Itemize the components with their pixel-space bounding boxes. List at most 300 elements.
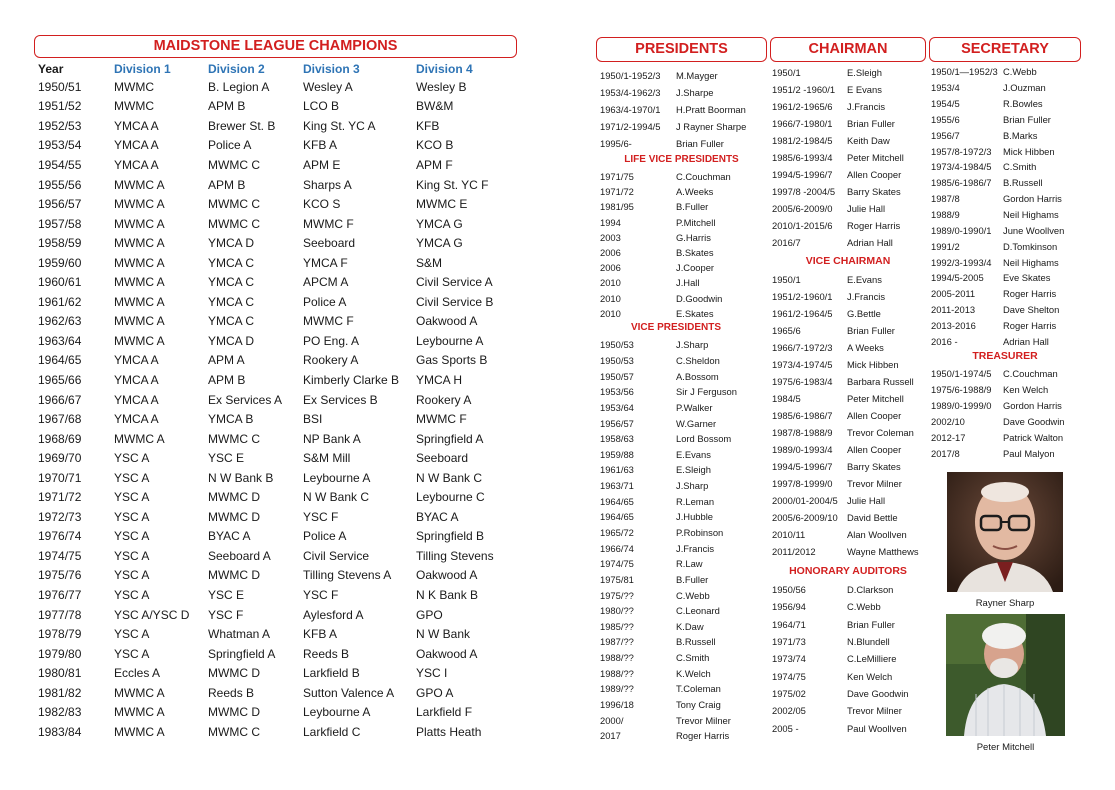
person-name: Eve Skates xyxy=(1003,272,1051,284)
person-name: B.Marks xyxy=(1003,129,1038,141)
vice-president-row xyxy=(600,415,770,431)
division-1-cell: MWMC xyxy=(114,99,154,114)
vice-chairman-title: VICE CHAIRMAN xyxy=(805,255,891,267)
division-3-cell: Aylesford A xyxy=(303,607,364,622)
division-4-cell: Rookery A xyxy=(416,392,472,407)
secretary-title: SECRETARY xyxy=(929,37,1081,62)
division-4-cell: GPO A xyxy=(416,685,454,700)
treasurer-title: TREASURER xyxy=(972,350,1038,362)
vice-chairman-row xyxy=(772,305,930,322)
champions-row xyxy=(38,136,538,156)
person-name: H.Pratt Boorman xyxy=(676,104,746,115)
term-years: 2003 xyxy=(600,231,621,243)
champions-row xyxy=(38,390,538,410)
division-4-cell: Leybourne C xyxy=(416,490,485,505)
secretary-row xyxy=(931,64,1081,80)
division-3-cell: Wesley A xyxy=(303,79,353,94)
person-name: E.Sleigh xyxy=(676,464,711,476)
vice-president-row xyxy=(600,478,770,494)
division-1-cell: MWMC A xyxy=(114,294,165,309)
term-years: 1961/2-1965/6 xyxy=(772,101,833,112)
year-cell: 1952/53 xyxy=(38,118,82,133)
term-years: 2002/10 xyxy=(931,415,965,427)
term-years: 1958/63 xyxy=(600,433,634,445)
secretary-row xyxy=(931,222,1081,238)
division-4-cell: APM F xyxy=(416,157,453,172)
vice-president-row xyxy=(600,431,770,447)
person-name: P.Mitchell xyxy=(676,216,716,228)
term-years: 2005/6-2009/0 xyxy=(772,203,833,214)
term-years: 1975/02 xyxy=(772,687,806,699)
division-4-cell: N W Bank xyxy=(416,627,471,642)
division-1-cell: YMCA A xyxy=(114,138,159,153)
division-2-cell: YMCA C xyxy=(208,294,255,309)
person-name: R.Bowles xyxy=(1003,98,1043,110)
person-name: J.Francis xyxy=(847,291,886,302)
champions-row xyxy=(38,448,538,468)
term-years: 1963/4-1970/1 xyxy=(600,104,661,115)
life-vice-president-row xyxy=(600,230,770,245)
vice-president-row xyxy=(600,619,770,635)
secretary-row xyxy=(931,207,1081,223)
vice-president-row xyxy=(600,525,770,541)
portrait-image xyxy=(946,614,1065,736)
vice-president-row xyxy=(600,572,770,588)
division-2-cell: YMCA B xyxy=(208,412,254,427)
vice-presidents-title: VICE PRESIDENTS xyxy=(630,322,722,333)
chairman-row xyxy=(772,81,930,98)
champions-row xyxy=(38,331,538,351)
person-name: Peter Mitchell xyxy=(847,152,904,163)
vice-chairman-row xyxy=(772,543,930,560)
person-name: Ken Welch xyxy=(847,670,893,682)
division-3-cell: YSC F xyxy=(303,509,339,524)
honorary-auditor-row xyxy=(772,719,930,736)
term-years: 1975/?? xyxy=(600,589,634,601)
division-2-cell: MWMC D xyxy=(208,705,260,720)
term-years: 1953/56 xyxy=(600,386,634,398)
honorary-auditor-row xyxy=(772,650,930,667)
chairman-row xyxy=(772,183,930,200)
division-2-cell: Seeboard A xyxy=(208,548,271,563)
person-name: C.Sheldon xyxy=(676,354,720,366)
term-years: 1980/?? xyxy=(600,605,634,617)
division-4-cell: MWMC E xyxy=(416,197,468,212)
term-years: 1987/?? xyxy=(600,636,634,648)
term-years: 2000/ xyxy=(600,714,624,726)
person-name: Dave Goodwin xyxy=(1003,415,1065,427)
division-3-cell: Ex Services B xyxy=(303,392,378,407)
person-name: C.Leonard xyxy=(676,605,720,617)
person-name: Mick Hibben xyxy=(1003,145,1055,157)
year-cell: 1954/55 xyxy=(38,157,82,172)
division-3-cell: Leybourne A xyxy=(303,470,371,485)
person-name: J.Ouzman xyxy=(1003,82,1046,94)
champions-row xyxy=(38,253,538,273)
term-years: 1950/1-1952/3 xyxy=(600,70,661,81)
division-1-cell: YMCA A xyxy=(114,372,159,387)
vice-chairman-row xyxy=(772,322,930,339)
division-4-cell: Civil Service A xyxy=(416,275,493,290)
division-4-cell: Larkfield F xyxy=(416,705,473,720)
term-years: 1995/6- xyxy=(600,138,632,149)
term-years: 1984/5 xyxy=(772,393,801,404)
division-3-cell: YSC F xyxy=(303,587,339,602)
division-4-cell: Leybourne A xyxy=(416,333,484,348)
division-2-cell: YSC E xyxy=(208,451,245,466)
person-name: Brian Fuller xyxy=(676,138,724,149)
term-years: 1950/56 xyxy=(772,584,806,596)
vice-chairman-row xyxy=(772,390,930,407)
year-cell: 1960/61 xyxy=(38,275,82,290)
person-name: Keith Daw xyxy=(847,135,890,146)
division-1-cell: YMCA A xyxy=(114,353,159,368)
division-3-cell: MWMC F xyxy=(303,216,354,231)
person-name: Barry Skates xyxy=(847,461,901,472)
division-4-cell: Civil Service B xyxy=(416,294,494,309)
term-years: 1971/2-1994/5 xyxy=(600,121,661,132)
vice-chairman-row xyxy=(772,526,930,543)
division-1-cell: YSC A xyxy=(114,627,150,642)
person-name: Brian Fuller xyxy=(1003,113,1051,125)
term-years: 1985/?? xyxy=(600,620,634,632)
term-years: 1965/6 xyxy=(772,325,801,336)
term-years: 2010 xyxy=(600,307,621,319)
person-name: J.Sharp xyxy=(676,339,709,351)
division-3-cell: Kimberly Clarke B xyxy=(303,372,400,387)
person-name: Paul Woollven xyxy=(847,722,907,734)
term-years: 1973/74 xyxy=(772,653,806,665)
vice-chairman-row xyxy=(772,288,930,305)
term-years: 1988/?? xyxy=(600,652,634,664)
person-name: E.Sleigh xyxy=(847,67,882,78)
term-years: 1989/?? xyxy=(600,683,634,695)
division-2-cell: MWMC C xyxy=(208,431,260,446)
term-years: 2017/8 xyxy=(931,447,960,459)
person-name: B.Skates xyxy=(676,247,714,259)
division-1-cell: YSC A xyxy=(114,529,150,544)
person-name: Lord Bossom xyxy=(676,433,732,445)
division-1-cell: MWMC A xyxy=(114,275,165,290)
champions-row xyxy=(38,527,538,547)
term-years: 1955/6 xyxy=(931,113,960,125)
champions-row xyxy=(38,683,538,703)
secretary-list xyxy=(931,64,1081,349)
person-name: E.Evans xyxy=(847,274,882,285)
secretary-row xyxy=(931,302,1081,318)
person-name: C.LeMilliere xyxy=(847,653,897,665)
life-vice-president-row xyxy=(600,169,770,184)
champions-row xyxy=(38,312,538,332)
person-name: G.Bettle xyxy=(847,308,881,319)
division-3-cell: Civil Service xyxy=(303,548,370,563)
vice-chairman-list xyxy=(772,271,930,560)
year-cell: 1976/74 xyxy=(38,529,82,544)
term-years: 1973/4-1984/5 xyxy=(931,161,992,173)
division-2-cell: MWMC C xyxy=(208,157,260,172)
presidents-list xyxy=(600,67,770,152)
honorary-auditor-row xyxy=(772,667,930,684)
vice-president-row xyxy=(600,665,770,681)
person-name: T.Coleman xyxy=(676,683,721,695)
champions-row xyxy=(38,585,538,605)
division-1-cell: MWMC A xyxy=(114,236,165,251)
treasurer-list xyxy=(931,366,1081,461)
champions-title: MAIDSTONE LEAGUE CHAMPIONS xyxy=(34,35,517,58)
photo-caption-rayner-sharp: Rayner Sharp xyxy=(975,598,1035,609)
division-2-cell: YSC F xyxy=(208,607,244,622)
person-name: David Bettle xyxy=(847,512,898,523)
person-name: G.Harris xyxy=(676,231,711,243)
division-4-cell: YMCA G xyxy=(416,216,463,231)
champions-row xyxy=(38,194,538,214)
person-name: J.Cooper xyxy=(676,262,715,274)
division-1-cell: YSC A xyxy=(114,568,150,583)
division-1-cell: YSC A/YSC D xyxy=(114,607,190,622)
term-years: 1951/2-1960/1 xyxy=(772,291,833,302)
year-cell: 1957/58 xyxy=(38,216,82,231)
division-2-cell: MWMC C xyxy=(208,197,260,212)
division-4-cell: Oakwood A xyxy=(416,314,478,329)
division-1-cell: YSC A xyxy=(114,509,150,524)
division-1-cell: MWMC A xyxy=(114,314,165,329)
division-2-cell: APM A xyxy=(208,353,245,368)
person-name: D.Clarkson xyxy=(847,584,894,596)
year-cell: 1950/51 xyxy=(38,79,82,94)
term-years: 1966/74 xyxy=(600,542,634,554)
person-name: D.Tomkinson xyxy=(1003,240,1058,252)
division-2-cell: YSC E xyxy=(208,587,245,602)
champions-row xyxy=(38,703,538,723)
division-3-cell: NP Bank A xyxy=(303,431,361,446)
division-2-cell: MWMC D xyxy=(208,490,260,505)
champions-row xyxy=(38,272,538,292)
secretary-row xyxy=(931,333,1081,349)
vice-chairman-row xyxy=(772,356,930,373)
division-3-cell: S&M Mill xyxy=(303,451,351,466)
division-1-cell: MWMC A xyxy=(114,177,165,192)
vice-president-row xyxy=(600,400,770,416)
president-row xyxy=(600,67,770,84)
honorary-auditors-list xyxy=(772,581,930,737)
vice-chairman-row xyxy=(772,339,930,356)
term-years: 1989/0-1990/1 xyxy=(931,224,992,236)
vice-chairman-row xyxy=(772,475,930,492)
division-1-cell: YMCA A xyxy=(114,118,159,133)
vice-president-row xyxy=(600,556,770,572)
year-cell: 1967/68 xyxy=(38,412,82,427)
division-2-cell: Brewer St. B xyxy=(208,118,276,133)
division-3-cell: Police A xyxy=(303,529,347,544)
vice-president-row xyxy=(600,509,770,525)
vice-president-row xyxy=(600,587,770,603)
term-years: 2010 xyxy=(600,292,621,304)
term-years: 2016 - xyxy=(931,335,958,347)
person-name: A.Weeks xyxy=(676,186,714,198)
treasurer-row xyxy=(931,382,1081,398)
champions-row xyxy=(38,155,538,175)
person-name: Trevor Milner xyxy=(847,478,902,489)
person-name: J.Hall xyxy=(676,277,700,289)
term-years: 2010/1-2015/6 xyxy=(772,220,833,231)
year-cell: 1953/54 xyxy=(38,138,82,153)
person-name: Allen Cooper xyxy=(847,410,902,421)
year-cell: 1976/77 xyxy=(38,587,82,602)
person-name: E Evans xyxy=(847,84,882,95)
vice-president-row xyxy=(600,493,770,509)
term-years: 1985/6-1986/7 xyxy=(931,177,992,189)
champions-row xyxy=(38,97,538,117)
header-division-4: Division 4 xyxy=(416,61,473,76)
division-4-cell: Oakwood A xyxy=(416,568,478,583)
person-name: Mick Hibben xyxy=(847,359,899,370)
term-years: 1961/63 xyxy=(600,464,634,476)
term-years: 1974/75 xyxy=(600,558,634,570)
header-division-2: Division 2 xyxy=(208,61,265,76)
division-1-cell: YSC A xyxy=(114,470,150,485)
treasurer-row xyxy=(931,366,1081,382)
term-years: 1950/1 xyxy=(772,67,801,78)
person-name: Brian Fuller xyxy=(847,618,895,630)
vice-chairman-row xyxy=(772,373,930,390)
vice-chairman-row xyxy=(772,407,930,424)
person-name: J Rayner Sharpe xyxy=(676,121,747,132)
person-name: Roger Harris xyxy=(1003,288,1057,300)
year-cell: 1982/83 xyxy=(38,705,82,720)
person-name: J.Sharp xyxy=(676,480,709,492)
person-name: C.Couchman xyxy=(676,171,731,183)
term-years: 1975/6-1983/4 xyxy=(772,376,833,387)
division-4-cell: Springfield A xyxy=(416,431,484,446)
person-name: E.Evans xyxy=(676,448,711,460)
term-years: 1989/0-1993/4 xyxy=(772,444,833,455)
treasurer-row xyxy=(931,445,1081,461)
person-name: B.Russell xyxy=(1003,177,1043,189)
division-3-cell: Tilling Stevens A xyxy=(303,568,392,583)
person-name: Gordon Harris xyxy=(1003,400,1062,412)
division-3-cell: Leybourne A xyxy=(303,705,371,720)
champions-row xyxy=(38,175,538,195)
president-row xyxy=(600,84,770,101)
person-name: D.Goodwin xyxy=(676,292,723,304)
term-years: 1973/4-1974/5 xyxy=(772,359,833,370)
treasurer-row xyxy=(931,429,1081,445)
division-1-cell: MWMC A xyxy=(114,724,165,739)
vice-president-row xyxy=(600,650,770,666)
person-name: K.Daw xyxy=(676,620,704,632)
division-2-cell: MWMC C xyxy=(208,724,260,739)
photo-rayner-sharp xyxy=(947,472,1063,592)
term-years: 2010/11 xyxy=(772,529,806,540)
division-1-cell: YSC A xyxy=(114,646,150,661)
year-cell: 1972/73 xyxy=(38,509,82,524)
year-cell: 1983/84 xyxy=(38,724,82,739)
year-cell: 1970/71 xyxy=(38,470,82,485)
term-years: 2011/2012 xyxy=(772,546,816,557)
division-2-cell: YMCA C xyxy=(208,314,255,329)
person-name: Roger Harris xyxy=(847,220,901,231)
life-vice-president-row xyxy=(600,245,770,260)
treasurer-row xyxy=(931,414,1081,430)
term-years: 1971/72 xyxy=(600,186,634,198)
honorary-auditor-row xyxy=(772,598,930,615)
year-cell: 1974/75 xyxy=(38,548,82,563)
vice-president-row xyxy=(600,712,770,728)
champions-row xyxy=(38,214,538,234)
division-4-cell: Springfield B xyxy=(416,529,485,544)
division-3-cell: LCO B xyxy=(303,99,340,114)
term-years: 1953/64 xyxy=(600,401,634,413)
vice-president-row xyxy=(600,368,770,384)
header-division-1: Division 1 xyxy=(114,61,171,76)
division-4-cell: Wesley B xyxy=(416,79,467,94)
term-years: 2000/01-2004/5 xyxy=(772,495,838,506)
term-years: 1951/2 -1960/1 xyxy=(772,84,836,95)
person-name: W.Garner xyxy=(676,417,717,429)
year-cell: 1969/70 xyxy=(38,451,82,466)
division-3-cell: Seeboard xyxy=(303,236,356,251)
life-vice-president-row xyxy=(600,215,770,230)
term-years: 1950/57 xyxy=(600,370,634,382)
division-1-cell: YSC A xyxy=(114,587,150,602)
term-years: 1950/53 xyxy=(600,339,634,351)
person-name: M.Mayger xyxy=(676,70,718,81)
term-years: 1959/88 xyxy=(600,448,634,460)
person-name: C.Webb xyxy=(676,589,710,601)
division-2-cell: MWMC D xyxy=(208,666,260,681)
division-1-cell: MWMC A xyxy=(114,216,165,231)
term-years: 1987/8 xyxy=(931,193,960,205)
division-4-cell: S&M xyxy=(416,255,443,270)
division-3-cell: APM E xyxy=(303,157,341,172)
honorary-auditor-row xyxy=(772,702,930,719)
division-2-cell: YMCA D xyxy=(208,333,255,348)
year-cell: 1980/81 xyxy=(38,666,82,681)
term-years: 1963/71 xyxy=(600,480,634,492)
vice-president-row xyxy=(600,634,770,650)
secretary-row xyxy=(931,191,1081,207)
division-4-cell: Gas Sports B xyxy=(416,353,488,368)
secretary-row xyxy=(931,96,1081,112)
person-name: Dave Goodwin xyxy=(847,687,909,699)
division-1-cell: YMCA A xyxy=(114,412,159,427)
champions-row xyxy=(38,370,538,390)
year-cell: 1955/56 xyxy=(38,177,82,192)
honorary-auditors-title: HONORARY AUDITORS xyxy=(789,565,907,577)
division-3-cell: King St. YC A xyxy=(303,118,376,133)
champions-row xyxy=(38,566,538,586)
vice-president-row xyxy=(600,540,770,556)
division-2-cell: BYAC A xyxy=(208,529,251,544)
division-3-cell: KFB A xyxy=(303,138,338,153)
term-years: 1975/6-1988/9 xyxy=(931,384,992,396)
division-4-cell: BYAC A xyxy=(416,509,459,524)
vice-president-row xyxy=(600,681,770,697)
division-2-cell: APM B xyxy=(208,177,246,192)
division-2-cell: APM B xyxy=(208,99,246,114)
presidents-title: PRESIDENTS xyxy=(596,37,767,62)
champions-row xyxy=(38,77,538,97)
term-years: 1994 xyxy=(600,216,621,228)
life-vice-president-row xyxy=(600,199,770,214)
photo-peter-mitchell xyxy=(946,614,1065,736)
term-years: 1994/5-1996/7 xyxy=(772,169,833,180)
division-2-cell: YMCA C xyxy=(208,255,255,270)
term-years: 1989/0-1999/0 xyxy=(931,400,992,412)
person-name: E.Skates xyxy=(676,307,714,319)
vice-chairman-row xyxy=(772,271,930,288)
person-name: B.Fuller xyxy=(676,201,709,213)
